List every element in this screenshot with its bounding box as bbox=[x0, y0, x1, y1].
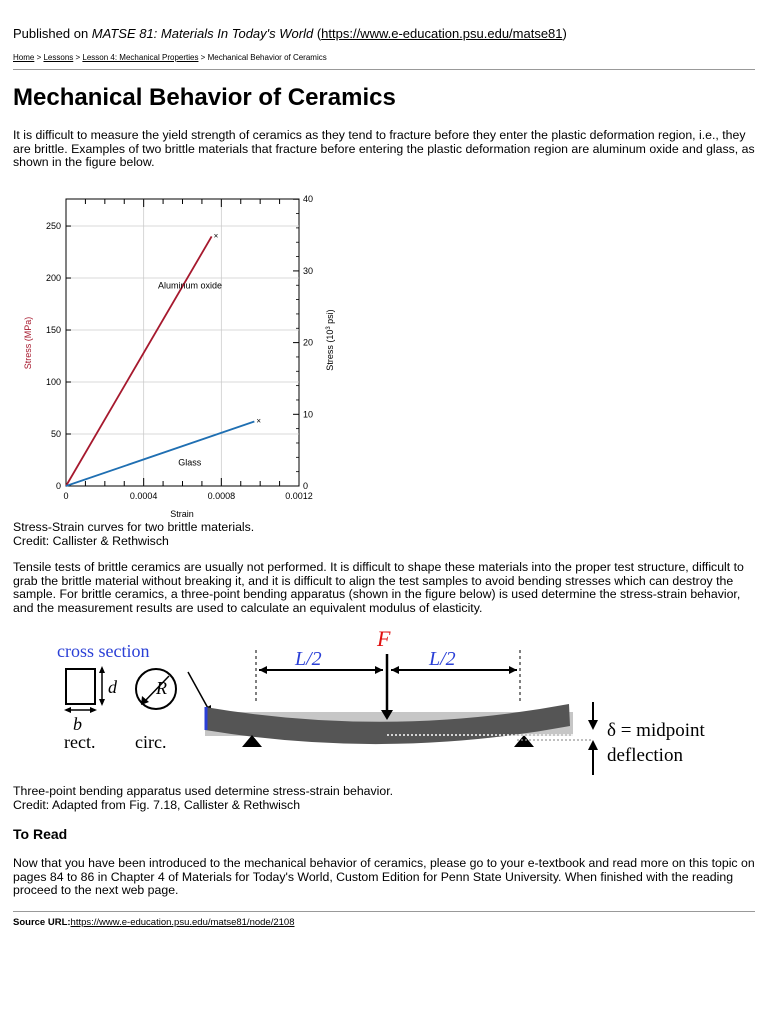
y-tick-label: 50 bbox=[50, 429, 61, 440]
to-read-heading: To Read bbox=[13, 826, 68, 842]
rect-cross-section bbox=[66, 669, 95, 704]
figure1-caption-title: Stress-Strain curves for two brittle materials. bbox=[13, 520, 255, 534]
top-divider bbox=[13, 69, 755, 70]
y-tick-label: 0 bbox=[55, 481, 61, 491]
source-line bbox=[13, 917, 294, 928]
x-tick-label: 0 bbox=[63, 491, 69, 501]
figure2-caption bbox=[13, 785, 393, 812]
series-label: Glass bbox=[178, 457, 202, 468]
half-length-right-label: L/2 bbox=[429, 648, 456, 670]
half-length-left-label: L/2 bbox=[295, 648, 322, 670]
figure1-caption-credit: Credit: Callister & Rethwisch bbox=[13, 533, 169, 548]
y2-tick-label: 10 bbox=[303, 409, 314, 420]
breadcrumb-lesson-4[interactable]: Lesson 4: Mechanical Properties bbox=[82, 53, 199, 62]
force-label: F bbox=[377, 626, 391, 651]
dim-R-label: R bbox=[156, 678, 167, 698]
breadcrumb-current: Mechanical Behavior of Ceramics bbox=[207, 53, 327, 62]
circ-label: circ. bbox=[135, 732, 167, 752]
stress-strain-chart bbox=[13, 190, 343, 520]
dim-d-label: d bbox=[108, 677, 117, 697]
bottom-divider bbox=[13, 911, 755, 912]
y2-tick-label: 0 bbox=[303, 481, 309, 491]
y2-tick-label: 40 bbox=[303, 194, 314, 205]
breadcrumb-home[interactable]: Home bbox=[13, 53, 35, 62]
x-tick-label: 0.0004 bbox=[129, 491, 158, 501]
x-tick-label: 0.0012 bbox=[285, 491, 313, 501]
intro-paragraph: It is difficult to measure the yield strength of ceramics as they tend to fracture before they enter the plastic deformation region, i.e., they are brittle. Examples of two brittle materials that fracture before entering the plastic deformation region are aluminum oxide and glass, as shown in the figure below. bbox=[13, 128, 755, 169]
three-point-bending-diagram bbox=[47, 622, 759, 782]
dim-b-label: b bbox=[73, 714, 82, 734]
source-label: Source URL: bbox=[13, 917, 71, 928]
y2-tick-label: 30 bbox=[303, 265, 314, 276]
published-prefix: Published on bbox=[13, 26, 89, 41]
chart-xlabel: Strain bbox=[170, 509, 194, 519]
series-line-glass bbox=[66, 422, 254, 486]
tensile-paragraph: Tensile tests of brittle ceramics are usually not performed. It is difficult to shape these materials into the proper test structure, difficult to grab the brittle material without breaking it, and it is difficult to align the test samples to avoid bending stresses which can destroy the sample. For brittle ceramics, a three-point bending apparatus (shown in the figure below) is used determine the stress-strain behavior, and the measurement results are used to calculate an equivalent modulus of elasticity. bbox=[13, 560, 744, 615]
course-link[interactable]: https://www.e-education.psu.edu/matse81 bbox=[321, 26, 563, 41]
figure1-caption bbox=[13, 521, 254, 548]
y-tick-label: 200 bbox=[45, 273, 61, 284]
breadcrumb-lessons[interactable]: Lessons bbox=[43, 53, 74, 62]
figure2-caption-credit: Credit: Adapted from Fig. 7.18, Callister & Rethwisch bbox=[13, 797, 301, 812]
page-title: Mechanical Behavior of Ceramics bbox=[13, 84, 396, 111]
course-title: MATSE 81: Materials In Today's World bbox=[91, 26, 314, 41]
y-tick-label: 150 bbox=[45, 325, 61, 336]
series-label: Aluminum oxide bbox=[158, 280, 223, 291]
deflection-label: deflection bbox=[607, 745, 683, 766]
series-line-aluminum-oxide bbox=[66, 236, 212, 486]
figure2-caption-title: Three-point bending apparatus used determine stress-strain behavior. bbox=[13, 784, 394, 798]
to-read-paragraph: Now that you have been introduced to the mechanical behavior of ceramics, please go to your e-textbook and read more on this topic on pages 84 to 86 in Chapter 4 of Materials for Today's World, Custom Edition for Penn State University. When finished with the reading proceed to the next web page. bbox=[13, 856, 755, 897]
breadcrumb: Home > Lessons > Lesson 4: Mechanical Properties > Mechanical Behavior of Ceramics bbox=[13, 53, 327, 62]
published-line: Published on MATSE 81: Materials In Today's World (https://www.e-education.psu.edu/matse81) bbox=[13, 26, 567, 41]
y2-tick-label: 20 bbox=[303, 337, 314, 348]
x-tick-label: 0.0008 bbox=[207, 491, 236, 501]
fracture-marker: × bbox=[213, 231, 219, 241]
chart-ylabel: Stress (MPa) bbox=[23, 316, 33, 370]
cross-section-label: cross section bbox=[57, 641, 150, 661]
delta-label: δ = midpoint bbox=[607, 720, 705, 741]
source-link[interactable]: https://www.e-education.psu.edu/matse81/node/2108 bbox=[70, 917, 295, 928]
right-support bbox=[514, 735, 534, 747]
fracture-marker: × bbox=[256, 416, 262, 426]
y-tick-label: 250 bbox=[45, 221, 61, 232]
y-tick-label: 100 bbox=[45, 377, 61, 388]
chart-y2label: Stress ($10^3$ psi) bbox=[325, 309, 335, 371]
rect-label: rect. bbox=[64, 732, 96, 752]
